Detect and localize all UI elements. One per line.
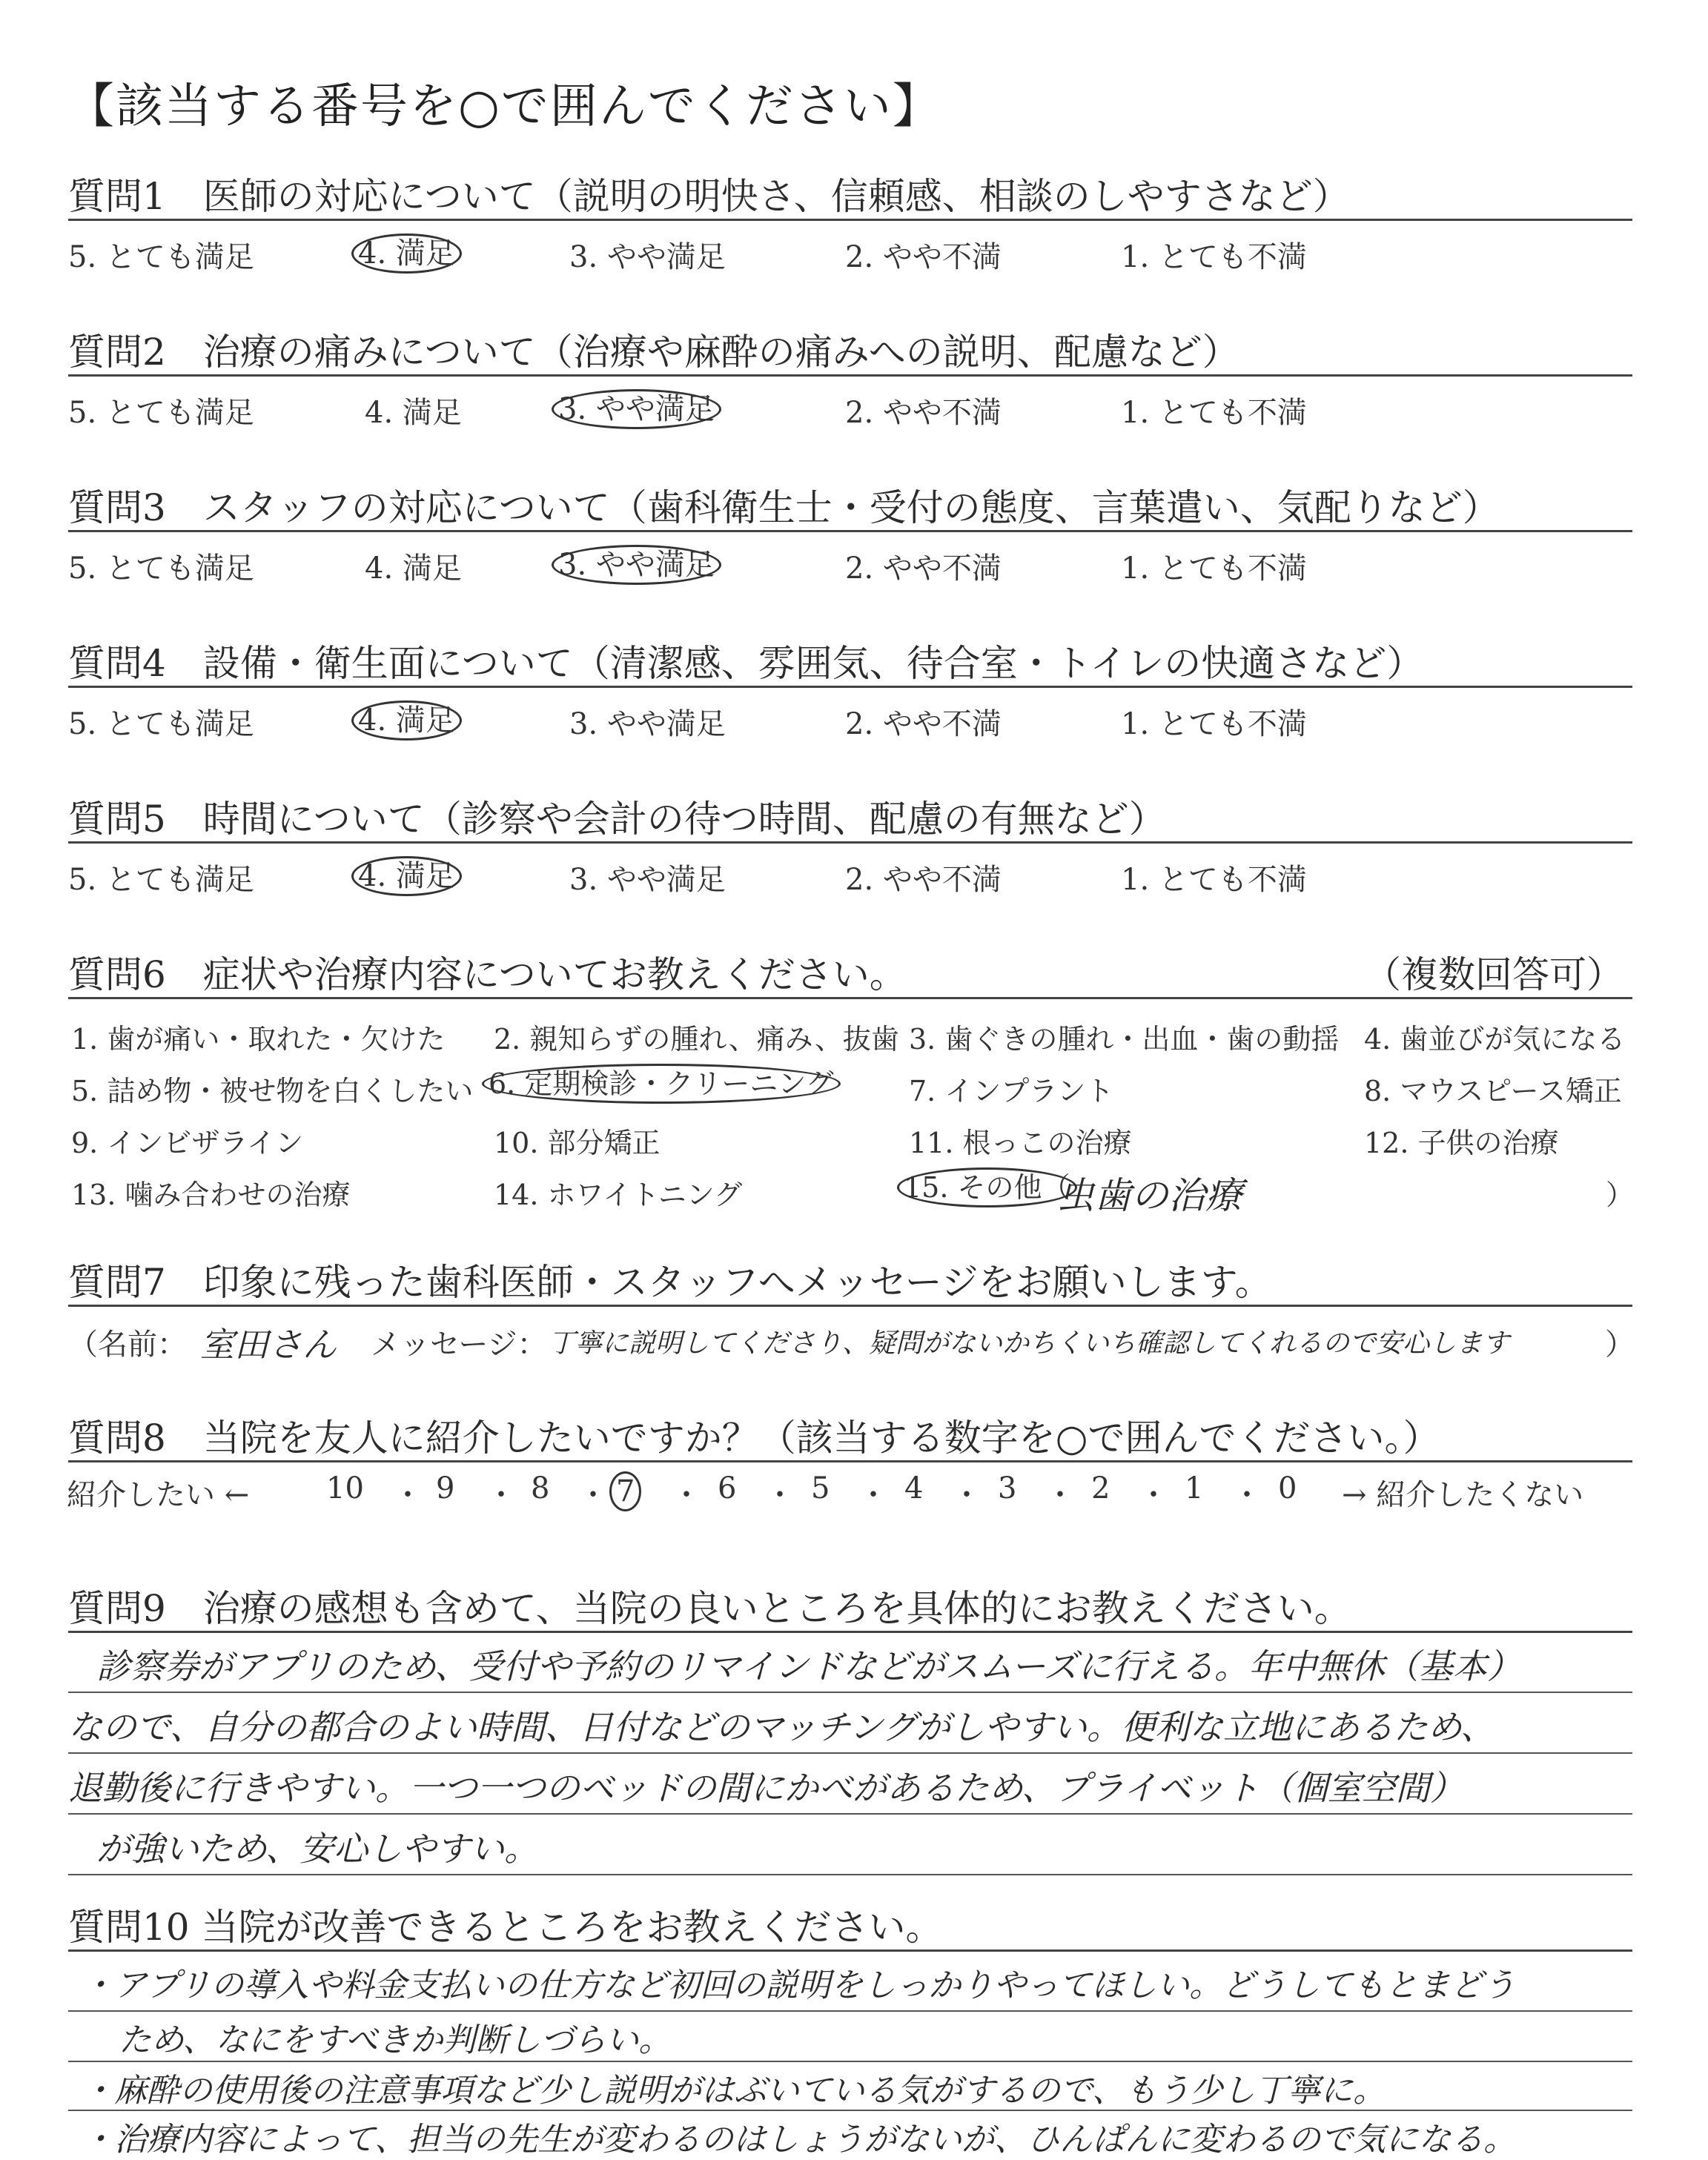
question-7-title: 質問7 印象に残った歯科医師・スタッフへメッセージをお願いします。 (68, 1261, 1272, 1304)
option-1[interactable]: 1. とても不満 (1121, 240, 1307, 274)
q6-option-5[interactable]: 5. 詰め物・被せ物を白くしたい (71, 1075, 474, 1107)
question-8-title: 質問8 当院を友人に紹介したいですか？（該当する数字を○で囲んでください。） (68, 1417, 1440, 1460)
option-2[interactable]: 2. やや不満 (845, 396, 1002, 430)
q6-option-3[interactable]: 3. 歯ぐきの腫れ・出血・歯の動揺 (909, 1023, 1340, 1056)
q6-option-10[interactable]: 10. 部分矯正 (494, 1127, 661, 1159)
scale-dot: ・ (578, 1478, 608, 1512)
message-close-paren: ） (1605, 1328, 1635, 1362)
answer-line (68, 1874, 1632, 1875)
answer-line (68, 2061, 1632, 2062)
option-5[interactable]: 5. とても満足 (68, 551, 254, 586)
answer-line (68, 2010, 1632, 2012)
q6-option-14[interactable]: 14. ホワイトニング (494, 1179, 743, 1211)
answer-line (68, 1692, 1632, 1693)
answer-line (68, 1813, 1632, 1815)
scale-3[interactable]: 3 (998, 1471, 1017, 1505)
scale-dot: ・ (393, 1478, 423, 1512)
scale-dot: ・ (1045, 1478, 1075, 1512)
question-2-title: 質問2 治療の痛みについて（治療や麻酔の痛みへの説明、配慮など） (68, 331, 1239, 374)
q6-option-9[interactable]: 9. インビザライン (71, 1127, 304, 1159)
scale-dot: ・ (1232, 1478, 1262, 1512)
question-6-title: 質問6 症状や治療内容についてお教えください。 (68, 953, 907, 996)
q6-option-12[interactable]: 12. 子供の治療 (1364, 1127, 1559, 1159)
option-4-selected[interactable]: 4. 満足 (351, 700, 462, 741)
name-handwritten[interactable]: 室田さん (200, 1325, 337, 1365)
scale-0[interactable]: 0 (1278, 1471, 1297, 1505)
scale-right-label: → 紹介したくない (1342, 1478, 1584, 1512)
divider (68, 1631, 1632, 1633)
divider (68, 530, 1632, 532)
option-5[interactable]: 5. とても満足 (68, 240, 254, 274)
question-5-title: 質問5 時間について（診察や会計の待つ時間、配慮の有無など） (68, 798, 1166, 841)
option-2[interactable]: 2. やや不満 (845, 240, 1002, 274)
option-5[interactable]: 5. とても満足 (68, 707, 254, 741)
answer-line (68, 2110, 1632, 2111)
divider (68, 841, 1632, 844)
scale-10[interactable]: 10 (326, 1471, 364, 1505)
option-4-selected[interactable]: 4. 満足 (351, 233, 462, 274)
option-3[interactable]: 3. やや満足 (569, 240, 726, 274)
question-9-title: 質問9 治療の感想も含めて、当院の良いところを具体的にお教えください。 (68, 1587, 1351, 1630)
q6-other-handwritten[interactable]: 虫歯の治療 (1057, 1174, 1242, 1217)
q6-option-15-selected[interactable]: 15. その他（ (897, 1167, 1077, 1207)
multiple-answers-note: （複数回答可） (1364, 953, 1623, 996)
option-3-selected[interactable]: 3. やや満足 (552, 545, 721, 585)
message-handwritten[interactable]: 丁寧に説明してくださり、疑問がないかちくいち確認してくれるので安心します (549, 1328, 1510, 1359)
scale-dot: ・ (858, 1478, 888, 1512)
option-4[interactable]: 4. 満足 (365, 396, 462, 430)
scale-1[interactable]: 1 (1185, 1471, 1204, 1505)
option-3[interactable]: 3. やや満足 (569, 863, 726, 897)
option-1[interactable]: 1. とても不満 (1121, 551, 1307, 586)
q10-answer-line-1[interactable]: ・アプリの導入や料金支払いの仕方など初回の説明をしっかりやってほしい。どうしてもとまどう (82, 1967, 1516, 2004)
name-label: （名前： (68, 1328, 187, 1362)
divider (68, 1460, 1632, 1462)
option-1[interactable]: 1. とても不満 (1121, 707, 1307, 741)
question-1-title: 質問1 医師の対応について（説明の明快さ、信頼感、相談のしやすさなど） (68, 175, 1350, 218)
scale-8[interactable]: 8 (531, 1471, 550, 1505)
q9-answer-line-2[interactable]: なので、自分の都合のよい時間、日付などのマッチングがしやすい。便利な立地にあるため、 (68, 1707, 1495, 1747)
option-5[interactable]: 5. とても満足 (68, 863, 254, 897)
option-2[interactable]: 2. やや不満 (845, 863, 1002, 897)
option-2[interactable]: 2. やや不満 (845, 707, 1002, 741)
option-3-selected[interactable]: 3. やや満足 (552, 389, 721, 429)
divider (68, 1305, 1632, 1307)
divider (68, 374, 1632, 377)
divider (68, 219, 1632, 221)
option-4-selected[interactable]: 4. 満足 (351, 856, 462, 896)
scale-left-label: 紹介したい ← (67, 1478, 250, 1512)
q6-option-7[interactable]: 7. インプラント (909, 1075, 1114, 1107)
scale-6[interactable]: 6 (718, 1471, 737, 1505)
q6-option-6-selected[interactable]: 6. 定期検診・クリーニング (482, 1064, 841, 1104)
scale-dot: ・ (765, 1478, 795, 1512)
q9-answer-line-3[interactable]: 退勤後に行きやすい。一つ一つのベッドの間にかべがあるため、プライベット（個室空間） (68, 1768, 1464, 1808)
q6-option-11[interactable]: 11. 根っこの治療 (909, 1127, 1132, 1159)
scale-dot: ・ (672, 1478, 701, 1512)
option-1[interactable]: 1. とても不満 (1121, 396, 1307, 430)
question-4-title: 質問4 設備・衛生面について（清潔感、雰囲気、待合室・トイレの快適さなど） (68, 642, 1424, 685)
option-4[interactable]: 4. 満足 (365, 551, 462, 586)
message-label: メッセージ： (371, 1328, 547, 1362)
scale-2[interactable]: 2 (1091, 1471, 1110, 1505)
q6-option-8[interactable]: 8. マウスピース矯正 (1364, 1075, 1622, 1107)
q6-option-2[interactable]: 2. 親知らずの腫れ、痛み、抜歯 (494, 1023, 899, 1056)
q6-option-13[interactable]: 13. 噛み合わせの治療 (71, 1179, 351, 1211)
q10-answer-line-3[interactable]: ・麻酔の使用後の注意事項など少し説明がはぶいている気がするので、もう少し丁寧に。 (82, 2072, 1386, 2110)
scale-4[interactable]: 4 (904, 1471, 924, 1505)
q6-close-paren: ） (1606, 1179, 1635, 1211)
q9-answer-line-4[interactable]: が強いため、安心しやすい。 (96, 1829, 539, 1869)
divider (68, 1949, 1632, 1952)
answer-line (68, 1752, 1632, 1754)
option-3[interactable]: 3. やや満足 (569, 707, 726, 741)
scale-dot: ・ (952, 1478, 982, 1512)
option-1[interactable]: 1. とても不満 (1121, 863, 1307, 897)
question-3-title: 質問3 スタッフの対応について（歯科衛生士・受付の態度、言葉遣い、気配りなど） (68, 486, 1500, 529)
question-10-title: 質問10 当院が改善できるところをお教えください。 (68, 1906, 943, 1949)
scale-dot: ・ (486, 1478, 516, 1512)
scale-7-selected[interactable]: 7 (609, 1471, 641, 1511)
q6-option-1[interactable]: 1. 歯が痛い・取れた・欠けた (71, 1023, 446, 1056)
q10-answer-line-2[interactable]: ため、なにをすべきか判断しづらい。 (119, 2021, 672, 2059)
q10-answer-line-4[interactable]: ・治療内容によって、担当の先生が変わるのはしょうがないが、ひんぱんに変わるので気になる。 (82, 2121, 1517, 2159)
divider (68, 686, 1632, 688)
scale-5[interactable]: 5 (811, 1471, 830, 1505)
scale-9[interactable]: 9 (436, 1471, 455, 1505)
scale-dot: ・ (1139, 1478, 1168, 1512)
option-5[interactable]: 5. とても満足 (68, 396, 254, 430)
q9-answer-line-1[interactable]: 診察券がアプリのため、受付や予約のリマインドなどがスムーズに行える。年中無休（基本） (96, 1646, 1521, 1686)
q6-option-4[interactable]: 4. 歯並びが気になる (1364, 1023, 1626, 1056)
divider (68, 997, 1632, 999)
page-title: 【該当する番号を○で囲んでください】 (67, 79, 941, 134)
option-2[interactable]: 2. やや不満 (845, 551, 1002, 586)
